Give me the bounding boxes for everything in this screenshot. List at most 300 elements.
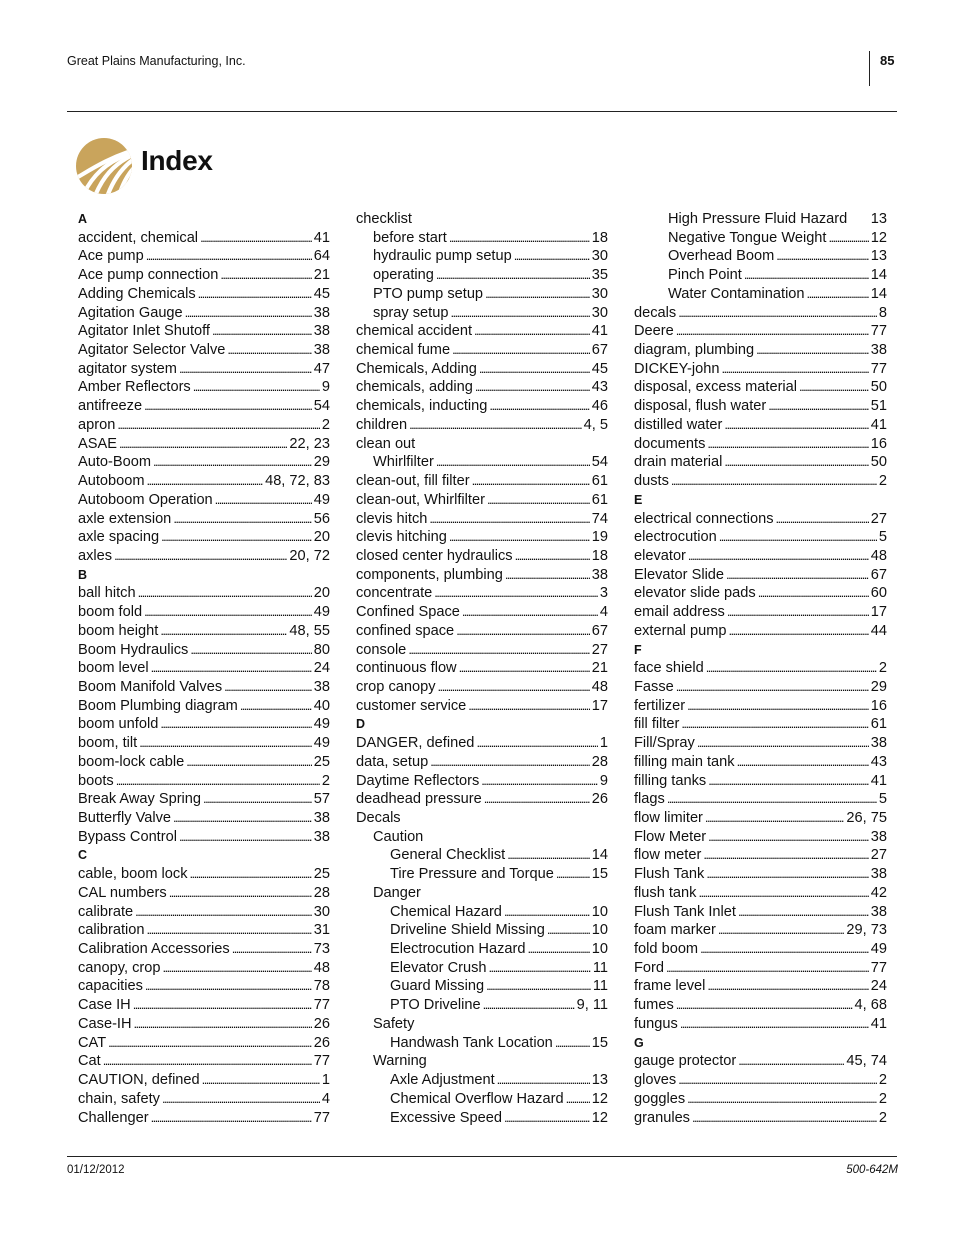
dot-leader xyxy=(169,884,312,903)
dot-leader xyxy=(408,641,589,660)
index-entry-pages: 12 xyxy=(591,1109,608,1126)
index-entry-pages: 2 xyxy=(321,772,330,789)
index-entry-term: documents xyxy=(634,435,706,452)
index-entry-term: hydraulic pump setup xyxy=(373,248,512,265)
dot-leader xyxy=(724,416,868,435)
index-entry-pages: 30 xyxy=(591,248,608,265)
index-entry-term: boots xyxy=(78,772,114,789)
dot-leader xyxy=(198,285,312,304)
index-entry-pages: 47 xyxy=(313,360,330,377)
index-entry xyxy=(634,940,887,959)
index-entry xyxy=(634,809,887,828)
index-entry-pages: 14 xyxy=(870,267,887,284)
index-entry-pages: 45, 74 xyxy=(846,1053,887,1070)
index-entry xyxy=(634,622,887,641)
index-entry-term: flags xyxy=(634,791,665,808)
dot-leader xyxy=(449,528,590,547)
index-entry-term: Axle Adjustment xyxy=(390,1072,495,1089)
dot-leader xyxy=(138,584,312,603)
index-entry xyxy=(356,921,608,940)
index-entry xyxy=(634,678,887,697)
index-entry xyxy=(634,378,887,397)
dot-leader xyxy=(678,1071,877,1090)
dot-leader xyxy=(486,977,591,996)
index-entry-pages: 24 xyxy=(870,978,887,995)
index-entry-term: operating xyxy=(373,267,434,284)
index-entry-pages: 41 xyxy=(591,323,608,340)
index-entry-pages: 54 xyxy=(591,454,608,471)
dot-leader xyxy=(153,453,312,472)
index-entry-pages: 27 xyxy=(870,847,887,864)
dot-leader xyxy=(160,715,311,734)
index-entry-term: Boom Manifold Valves xyxy=(78,678,223,695)
index-entry-pages: 46 xyxy=(591,398,608,415)
index-entry xyxy=(78,959,330,978)
index-entry-term: Chemical Hazard xyxy=(390,903,502,920)
index-entry-term: Driveline Shield Missing xyxy=(390,922,545,939)
index-entry xyxy=(634,865,887,884)
dot-leader xyxy=(799,378,869,397)
dot-leader xyxy=(671,472,877,491)
dot-leader xyxy=(114,547,287,566)
dot-leader xyxy=(436,453,590,472)
index-entry xyxy=(78,659,330,678)
index-entry-term: Butterfly Valve xyxy=(78,810,172,826)
index-entry-term: ASAE xyxy=(78,435,117,452)
dot-leader xyxy=(515,547,590,566)
index-entry xyxy=(634,921,887,940)
index-entry xyxy=(356,884,608,903)
index-entry-pages: 48 xyxy=(591,678,608,695)
index-entry-term: boom-lock cable xyxy=(78,753,185,770)
index-entry-pages: 9, 11 xyxy=(576,997,608,1014)
index-entry xyxy=(78,285,330,304)
dot-leader xyxy=(224,678,312,697)
index-entry-pages: 77 xyxy=(870,959,887,976)
index-entry xyxy=(78,360,330,379)
index-entry-term: Boom Hydraulics xyxy=(78,641,189,658)
index-entry-pages: 67 xyxy=(870,566,887,583)
index-entry-term: Whirlfilter xyxy=(373,454,434,471)
dot-leader xyxy=(676,322,869,341)
dot-leader xyxy=(481,772,598,791)
dot-leader xyxy=(438,678,590,697)
index-entry xyxy=(634,453,887,472)
dot-leader xyxy=(527,940,589,959)
index-entry-pages: 25 xyxy=(313,866,330,883)
index-entry-term: ball hitch xyxy=(78,585,136,602)
index-entry-pages: 26, 75 xyxy=(846,810,887,826)
index-entry-pages: 13 xyxy=(870,211,887,227)
index-entry-pages: 50 xyxy=(870,454,887,471)
index-entry-pages: 15 xyxy=(591,866,608,883)
index-entry xyxy=(78,1090,330,1109)
index-entry xyxy=(356,304,608,323)
index-entry xyxy=(356,510,608,529)
dot-leader xyxy=(147,921,312,940)
index-entry-term: boom height xyxy=(78,622,159,639)
index-entry xyxy=(356,360,608,379)
index-entry-term: Elevator Slide xyxy=(634,566,725,583)
dot-leader xyxy=(705,809,845,828)
index-entry xyxy=(634,566,887,585)
index-entry-term: decals xyxy=(634,304,677,321)
index-entry-term: Break Away Spring xyxy=(78,791,202,808)
index-entry xyxy=(634,397,887,416)
index-entry xyxy=(634,1015,887,1034)
index-entry xyxy=(356,753,608,772)
index-entry xyxy=(634,435,887,454)
index-entry-term: clean out xyxy=(356,435,416,452)
index-entry-term: apron xyxy=(78,416,116,433)
index-entry-pages: 42 xyxy=(870,884,887,901)
index-entry-term: Overhead Boom xyxy=(668,248,775,265)
index-entry xyxy=(356,1090,608,1109)
index-entry xyxy=(356,341,608,360)
index-entry-term: Warning xyxy=(373,1053,427,1070)
index-entry xyxy=(634,416,887,435)
index-entry xyxy=(356,959,608,978)
dot-leader xyxy=(429,510,589,529)
dot-leader xyxy=(185,304,312,323)
index-column-1 xyxy=(78,210,330,1127)
index-entry xyxy=(634,247,887,266)
index-entry xyxy=(356,772,608,791)
index-entry-pages: 11 xyxy=(592,959,608,976)
index-entry-pages: 2 xyxy=(878,473,887,490)
index-entry-term: Decals xyxy=(356,810,401,826)
index-entry-term: Chemicals, Adding xyxy=(356,360,477,377)
index-entry xyxy=(356,828,608,847)
index-entry-term: components, plumbing xyxy=(356,566,503,583)
index-entry-term: fumes xyxy=(634,997,674,1014)
index-entry-term: High Pressure Fluid Hazard xyxy=(668,211,848,227)
index-entry-term: flush tank xyxy=(634,884,697,901)
index-entry xyxy=(78,435,330,454)
index-entry-pages: 30 xyxy=(313,903,330,920)
index-entry xyxy=(78,528,330,547)
dot-leader xyxy=(744,266,869,285)
dot-leader xyxy=(117,416,320,435)
dot-leader xyxy=(173,510,311,529)
index-entry xyxy=(356,678,608,697)
dot-leader xyxy=(151,1109,312,1128)
index-entry-pages: 4 xyxy=(599,604,608,621)
index-entry xyxy=(78,753,330,772)
index-entry-term: Daytime Reflectors xyxy=(356,772,480,789)
index-entry xyxy=(78,1071,330,1090)
dot-leader xyxy=(692,1109,877,1128)
dot-leader xyxy=(505,566,590,585)
index-entry xyxy=(356,566,608,585)
index-entry-pages: 4 xyxy=(321,1090,330,1107)
index-entry-pages: 60 xyxy=(870,585,887,602)
index-entry-pages: 11 xyxy=(592,978,608,995)
dot-leader xyxy=(479,360,590,379)
index-entry-pages: 26 xyxy=(313,1015,330,1032)
dot-leader xyxy=(706,865,868,884)
dot-leader xyxy=(475,378,590,397)
index-entry-pages: 61 xyxy=(870,716,887,733)
index-entry-pages: 22, 23 xyxy=(289,435,330,452)
index-entry xyxy=(78,416,330,435)
index-entry-pages: 29, 73 xyxy=(846,922,887,939)
index-entry-pages: 12 xyxy=(591,1090,608,1107)
index-entry-term: cable, boom lock xyxy=(78,866,188,883)
index-entry xyxy=(356,1109,608,1128)
index-entry-term: boom fold xyxy=(78,604,143,621)
index-entry-term: Deere xyxy=(634,323,674,340)
index-entry xyxy=(356,266,608,285)
dot-leader xyxy=(173,809,312,828)
index-entry-term: elevator xyxy=(634,547,686,564)
index-entry-term: Fill/Spray xyxy=(634,735,695,752)
index-entry-pages: 27 xyxy=(870,510,887,527)
index-entry-pages: 48, 55 xyxy=(289,622,330,639)
index-entry xyxy=(634,360,887,379)
dot-leader xyxy=(703,846,868,865)
index-entry-term: calibrate xyxy=(78,903,134,920)
index-entry xyxy=(78,622,330,641)
index-entry-term: distilled water xyxy=(634,416,723,433)
index-entry-pages: 78 xyxy=(313,978,330,995)
dot-leader xyxy=(566,1090,590,1109)
index-entry-term: spray setup xyxy=(373,304,449,321)
dot-leader xyxy=(133,996,312,1015)
dot-leader xyxy=(462,603,598,622)
index-entry-pages: 49 xyxy=(313,716,330,733)
index-entry-term: clevis hitch xyxy=(356,510,428,527)
index-entry xyxy=(78,378,330,397)
index-entry-term: General Checklist xyxy=(390,847,506,864)
index-entry-term: goggles xyxy=(634,1090,686,1107)
dot-leader xyxy=(200,229,312,248)
dot-leader xyxy=(202,1071,320,1090)
dot-leader xyxy=(139,734,312,753)
index-entry-term: Excessive Speed xyxy=(390,1109,502,1126)
dot-leader xyxy=(103,1052,312,1071)
dot-leader xyxy=(738,1052,844,1071)
index-entry-term: CAT xyxy=(78,1034,107,1051)
index-entry xyxy=(634,790,887,809)
index-entry xyxy=(356,790,608,809)
index-entry-pages: 10 xyxy=(591,941,608,958)
index-entry-pages: 41 xyxy=(870,772,887,789)
index-entry-pages: 50 xyxy=(870,379,887,396)
index-entry-pages: 38 xyxy=(313,828,330,845)
page-number: 85 xyxy=(880,53,895,68)
dot-leader xyxy=(162,959,311,978)
index-entry-term: antifreeze xyxy=(78,398,143,415)
index-entry-pages: 35 xyxy=(591,267,608,284)
index-entry xyxy=(356,1071,608,1090)
index-entry-pages: 43 xyxy=(870,753,887,770)
index-entry-pages: 67 xyxy=(591,342,608,359)
dot-leader xyxy=(409,416,582,435)
dot-leader xyxy=(828,229,868,248)
index-entry-pages: 16 xyxy=(870,697,887,714)
index-entry-pages: 80 xyxy=(313,641,330,658)
index-letter-heading: B xyxy=(78,567,88,582)
index-entry-term: Pinch Point xyxy=(668,267,742,284)
index-entry xyxy=(78,678,330,697)
index-entry xyxy=(634,715,887,734)
dot-leader xyxy=(807,285,869,304)
index-entry xyxy=(356,940,608,959)
dot-leader xyxy=(681,715,868,734)
index-entry-term: Confined Space xyxy=(356,604,460,621)
index-entry xyxy=(78,1015,330,1034)
index-entry-term: Auto-Boom xyxy=(78,454,152,471)
index-entry-term: calibration xyxy=(78,922,145,939)
index-entry-term: filling tanks xyxy=(634,772,707,789)
index-entry-pages: 38 xyxy=(313,678,330,695)
index-entry-term: PTO Driveline xyxy=(390,997,481,1014)
dot-leader xyxy=(555,1034,590,1053)
index-entry xyxy=(634,1090,887,1109)
dot-leader xyxy=(719,528,877,547)
page-title: Index xyxy=(141,145,213,176)
index-entry xyxy=(78,1109,330,1128)
index-entry-term: Danger xyxy=(373,884,421,901)
index-entry-term: axles xyxy=(78,547,113,564)
index-entry xyxy=(634,584,887,603)
index-entry xyxy=(356,865,608,884)
dot-leader xyxy=(160,622,287,641)
dot-leader xyxy=(485,285,590,304)
index-entry-pages: 77 xyxy=(313,1109,330,1126)
index-entry-pages: 45 xyxy=(313,285,330,302)
index-entry-term: continuous flow xyxy=(356,660,457,677)
index-entry-term: capacities xyxy=(78,978,143,995)
dot-leader xyxy=(483,996,575,1015)
dot-leader xyxy=(726,566,869,585)
index-entry-term: disposal, excess material xyxy=(634,379,798,396)
index-entry-pages: 18 xyxy=(591,229,608,246)
dot-leader xyxy=(162,1090,320,1109)
dot-leader xyxy=(430,753,590,772)
index-entry-term: face shield xyxy=(634,660,704,677)
index-entry-term: flow limiter xyxy=(634,810,703,826)
index-entry xyxy=(634,603,887,622)
index-entry-pages: 14 xyxy=(870,285,887,302)
index-entry-pages: 38 xyxy=(870,342,887,359)
dot-leader xyxy=(667,790,877,809)
dot-leader xyxy=(497,1071,590,1090)
index-entry-term: external pump xyxy=(634,622,727,639)
index-entry-term: fold boom xyxy=(634,941,699,958)
dot-leader xyxy=(687,697,869,716)
index-entry xyxy=(78,397,330,416)
index-entry-term: closed center hydraulics xyxy=(356,547,513,564)
index-entry-pages: 54 xyxy=(313,398,330,415)
index-entry-term: chain, safety xyxy=(78,1090,160,1107)
index-entry xyxy=(356,210,608,229)
dot-leader xyxy=(472,472,590,491)
index-entry-pages: 49 xyxy=(313,735,330,752)
dot-leader xyxy=(666,959,869,978)
index-entry-term: Agitator Inlet Shutoff xyxy=(78,323,210,340)
index-entry-pages: 41 xyxy=(313,229,330,246)
index-entry-pages: 38 xyxy=(313,323,330,340)
dot-leader xyxy=(718,921,845,940)
index-entry xyxy=(78,996,330,1015)
index-entry-term: Flow Meter xyxy=(634,828,707,845)
index-entry-term: boom level xyxy=(78,660,149,677)
index-column-2 xyxy=(356,210,608,1127)
index-entry xyxy=(634,734,887,753)
index-entry xyxy=(78,977,330,996)
index-entry-pages: 49 xyxy=(313,491,330,508)
company-name: Great Plains Manufacturing, Inc. xyxy=(67,54,246,68)
dot-leader xyxy=(727,603,869,622)
index-entry-term: customer service xyxy=(356,697,467,714)
index-entry-term: email address xyxy=(634,604,725,621)
index-entry-pages: 48 xyxy=(870,547,887,564)
index-entry-pages: 26 xyxy=(313,1034,330,1051)
index-entry-term: Chemical Overflow Hazard xyxy=(390,1090,564,1107)
index-entry xyxy=(356,528,608,547)
index-entry-pages: 21 xyxy=(591,660,608,677)
dot-leader xyxy=(768,397,869,416)
index-entry-pages: 2 xyxy=(878,1090,887,1107)
dot-leader xyxy=(504,1109,590,1128)
index-entry xyxy=(356,697,608,716)
index-entry-pages: 77 xyxy=(313,997,330,1014)
index-entry-term: chemical accident xyxy=(356,323,472,340)
index-entry xyxy=(78,247,330,266)
index-entry-pages: 44 xyxy=(870,622,887,639)
index-entry-term: Tire Pressure and Torque xyxy=(390,866,554,883)
brand-logo-icon xyxy=(75,137,133,195)
index-entry-term: drain material xyxy=(634,454,723,471)
index-entry-pages: 20 xyxy=(313,585,330,602)
index-entry xyxy=(356,622,608,641)
index-entry xyxy=(634,528,887,547)
index-entry-pages: 2 xyxy=(878,660,887,677)
index-entry-term: confined space xyxy=(356,622,455,639)
index-entry-pages: 38 xyxy=(870,828,887,845)
index-entry xyxy=(634,510,887,529)
index-entry-pages: 12 xyxy=(870,229,887,246)
dot-leader xyxy=(119,435,287,454)
index-entry-pages: 73 xyxy=(313,941,330,958)
dot-leader xyxy=(728,622,868,641)
dot-leader xyxy=(700,940,869,959)
index-entry xyxy=(634,753,887,772)
index-entry-term: deadhead pressure xyxy=(356,791,482,808)
index-entry-pages: 1 xyxy=(321,1072,330,1089)
index-entry xyxy=(78,734,330,753)
index-entry-term: PTO pump setup xyxy=(373,285,484,302)
index-entry-pages: 48 xyxy=(313,959,330,976)
index-entry-term: Cat xyxy=(78,1053,101,1070)
dot-leader xyxy=(484,790,590,809)
dot-leader xyxy=(708,772,869,791)
index-entry xyxy=(356,641,608,660)
index-entry-term: Caution xyxy=(373,828,424,845)
index-entry-pages: 61 xyxy=(591,473,608,490)
index-entry-pages: 40 xyxy=(313,697,330,714)
index-entry xyxy=(78,865,330,884)
dot-leader xyxy=(707,977,868,996)
index-entry xyxy=(78,903,330,922)
dot-leader xyxy=(474,322,590,341)
index-entry-term: gauge protector xyxy=(634,1053,737,1070)
index-entry-term: Adding Chemicals xyxy=(78,285,196,302)
index-entry xyxy=(78,229,330,248)
index-entry xyxy=(634,977,887,996)
